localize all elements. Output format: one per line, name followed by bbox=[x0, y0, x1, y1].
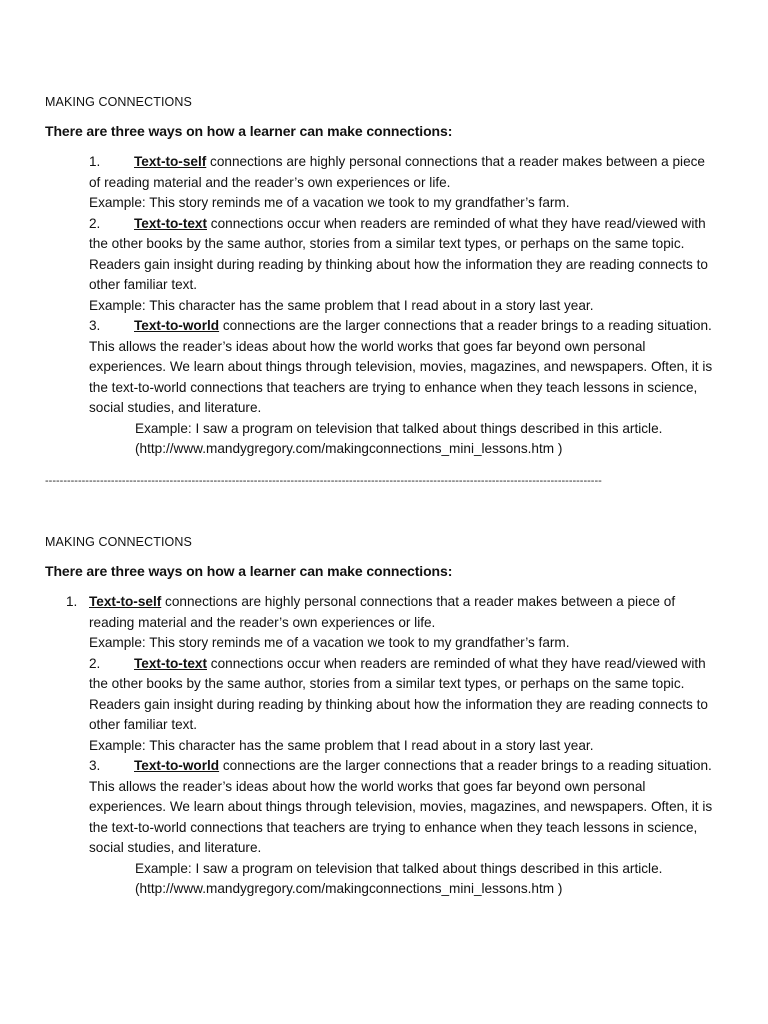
item-description: connections are highly personal connections that a reader makes between a piece of reading material and the reader’s own experiences or life. bbox=[89, 594, 676, 630]
connections-list bbox=[45, 592, 715, 900]
item-description: connections occur when readers are reminded of what they have read/viewed with the other books by the same author, stories from a similar text types, or perhaps on the same topic. Readers gain insight during reading by thinking about how the information they are reading connects to other familiar text. bbox=[89, 215, 708, 292]
item-number: 2. bbox=[89, 215, 101, 231]
section-divider: -------------------------------------------------------------------------------------------------------------------------------------------------------- bbox=[45, 475, 602, 487]
section-1 bbox=[45, 93, 715, 460]
section-subtitle: There are three ways on how a learner can make connections: bbox=[45, 123, 453, 139]
example-line: Example: I saw a program on television that talked about things described in this article. bbox=[135, 860, 663, 876]
item-description: connections are highly personal connections that a reader makes between a piece of reading material and the reader’s own experiences or life. bbox=[89, 154, 705, 190]
item-number: 3. bbox=[89, 318, 101, 333]
term-text-to-text: Text-to-text bbox=[134, 215, 207, 231]
connections-list bbox=[45, 152, 715, 460]
list-item-text-to-self bbox=[89, 152, 715, 193]
list-item-text-to-text bbox=[89, 654, 715, 736]
item-number: 1. bbox=[66, 594, 78, 609]
example-line: Example: This story reminds me of a vacation we took to my grandfather’s farm. bbox=[89, 195, 570, 210]
example-line: Example: This character has the same problem that I read about in a story last year. bbox=[89, 297, 594, 313]
example-line: Example: I saw a program on television that talked about things described in this article. bbox=[135, 420, 663, 436]
term-text-to-self: Text-to-self bbox=[89, 594, 162, 609]
item-number: 3. bbox=[89, 758, 101, 773]
list-item-text-to-text bbox=[89, 214, 715, 296]
term-text-to-text: Text-to-text bbox=[134, 655, 207, 671]
source-citation: (http://www.mandygregory.com/makingconnections_mini_lessons.htm ) bbox=[135, 441, 563, 456]
section-heading: MAKING CONNECTIONS bbox=[45, 95, 192, 109]
item-description: connections are the larger connections that a reader brings to a reading situation. This allows the reader’s ideas about how the world works that goes far beyond own personal experiences. We learn about things through television, movies, magazines, and newspapers. Often, it is the text-to-world connections that teachers are trying to enhance when they teach lessons in science, social studies, and literature. bbox=[89, 758, 713, 855]
item-description: connections occur when readers are reminded of what they have read/viewed with the other books by the same author, stories from a similar text types, or perhaps on the same topic. Readers gain insight during reading by thinking about how the information they are reading connects to other familiar text. bbox=[89, 655, 708, 732]
term-text-to-self: Text-to-self bbox=[134, 154, 207, 169]
item-description: connections are the larger connections that a reader brings to a reading situation. This allows the reader’s ideas about how the world works that goes far beyond own personal experiences. We learn about things through television, movies, magazines, and newspapers. Often, it is the text-to-world connections that teachers are trying to enhance when they teach lessons in science, social studies, and literature. bbox=[89, 318, 713, 415]
section-subtitle: There are three ways on how a learner can make connections: bbox=[45, 563, 453, 579]
term-text-to-world: Text-to-world bbox=[134, 758, 220, 773]
list-item-text-to-self bbox=[66, 592, 715, 633]
item-number: 2. bbox=[89, 655, 101, 671]
item-number: 1. bbox=[89, 154, 101, 169]
section-heading: MAKING CONNECTIONS bbox=[45, 535, 192, 549]
list-item-text-to-world bbox=[89, 756, 715, 859]
term-text-to-world: Text-to-world bbox=[134, 318, 220, 333]
list-item-text-to-world bbox=[89, 316, 715, 419]
example-line: Example: This character has the same problem that I read about in a story last year. bbox=[89, 737, 594, 753]
section-2 bbox=[45, 533, 715, 900]
example-line: Example: This story reminds me of a vacation we took to my grandfather’s farm. bbox=[89, 635, 570, 650]
source-citation: (http://www.mandygregory.com/makingconnections_mini_lessons.htm ) bbox=[135, 881, 563, 896]
